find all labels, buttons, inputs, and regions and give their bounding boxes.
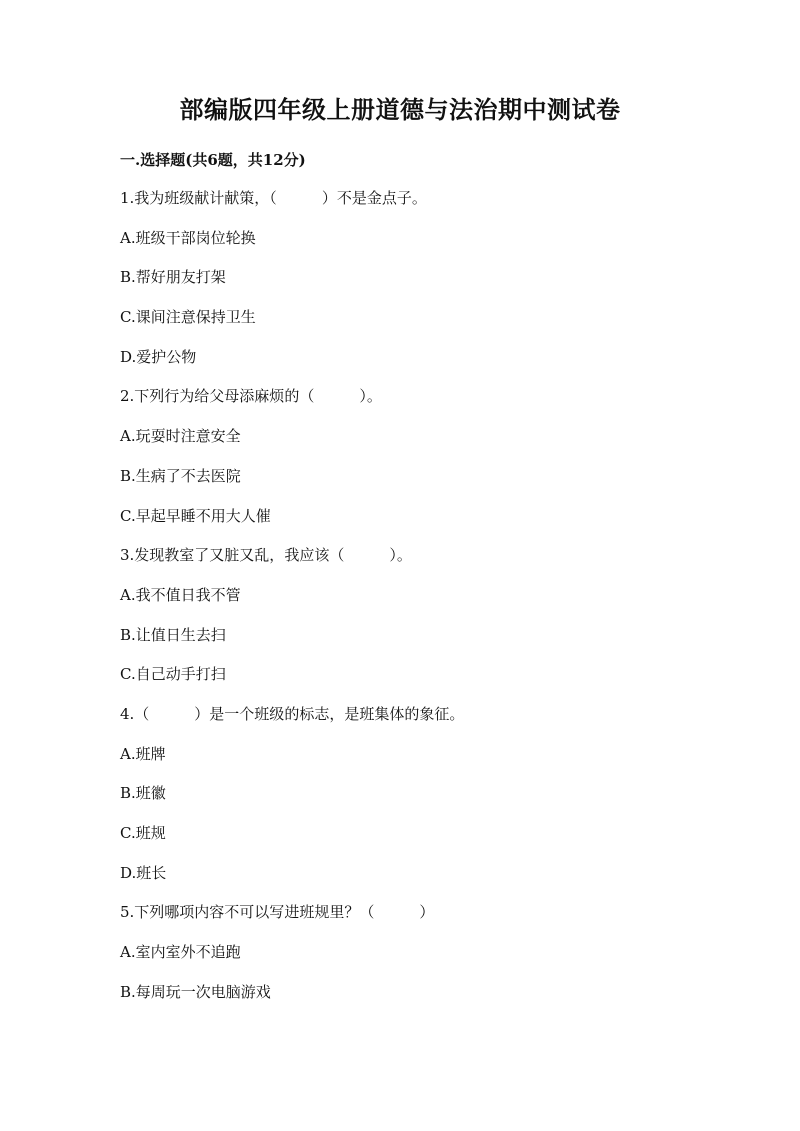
option-line: B.生病了不去医院 bbox=[120, 466, 241, 485]
option-line: B.每周玩一次电脑游戏 bbox=[120, 982, 271, 1001]
option-line: A.班级干部岗位轮换 bbox=[120, 228, 256, 247]
option-line: A.室内室外不追跑 bbox=[120, 943, 241, 962]
question-list bbox=[120, 187, 740, 1020]
question-line: 3.发现教室了又脏又乱，我应该（ ）。 bbox=[120, 546, 412, 565]
page-title: 部编版四年级上册道德与法治期中测试卷 bbox=[179, 95, 621, 124]
option-line: B.让值日生去扫 bbox=[120, 625, 226, 644]
option-line: D.班长 bbox=[120, 863, 167, 882]
question-line: 4.（ ）是一个班级的标志，是班集体的象征。 bbox=[120, 704, 465, 723]
option-line: A.班牌 bbox=[120, 744, 166, 763]
option-line: C.自己动手打扫 bbox=[120, 665, 226, 684]
option-line: B.班徽 bbox=[120, 784, 166, 803]
option-line: A.我不值日我不管 bbox=[120, 585, 241, 604]
question-line: 2.下列行为给父母添麻烦的（ ）。 bbox=[120, 387, 382, 406]
question-line: 1.我为班级献计献策，（ ）不是金点子。 bbox=[120, 189, 427, 207]
option-line: C.课间注意保持卫生 bbox=[120, 308, 256, 327]
option-line: C.班规 bbox=[120, 824, 166, 842]
option-line: C.早起早睡不用大人催 bbox=[120, 506, 271, 525]
question-line: 5.下列哪项内容不可以写进班规里？（ ） bbox=[120, 903, 435, 922]
option-line: B.帮好朋友打架 bbox=[120, 268, 226, 287]
option-line: A.玩耍时注意安全 bbox=[120, 427, 241, 446]
section-heading: 一.选择题(共6题，共12分) bbox=[120, 151, 306, 169]
option-line: D.爱护公物 bbox=[120, 347, 197, 366]
